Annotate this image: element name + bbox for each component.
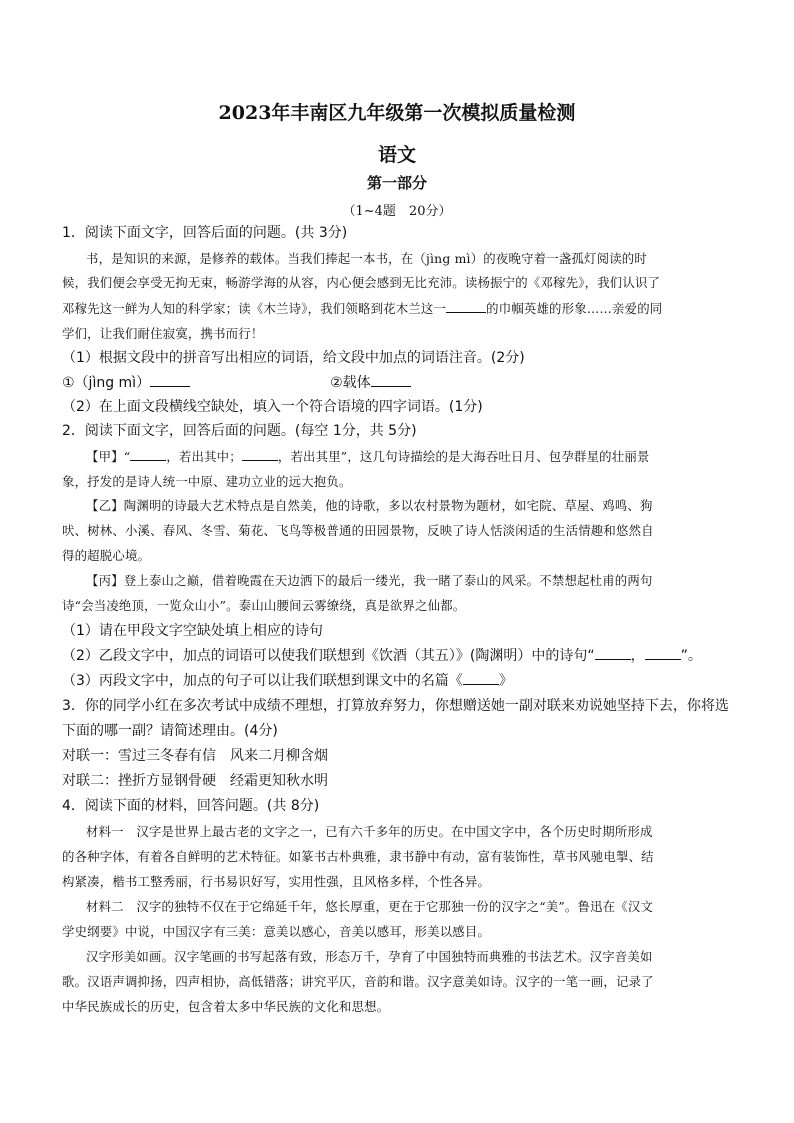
yinjiu-blank-1[interactable] (595, 647, 631, 660)
q2-yi-line: 【乙】陶渊明的诗最大艺术特点是自然美，他的诗歌，多以农村景物为题材，如宅院、草屋、鸡鸣、狗 (86, 498, 653, 513)
q2-jia-line: 象，抒发的是诗人统一中原、建功立业的远大抱负。 (62, 474, 352, 489)
exam-title: 2023年丰南区九年级第一次模拟质量检测 (218, 102, 576, 124)
q3-stem: 3．你的同学小红在多次考试中成绩不理想，打算放弃努力，你想赠送她一副对联来劝说她坚持下去，你将选 (62, 698, 729, 714)
q1-sub1: （1）根据文段中的拼音写出相应的词语，给文段中加点的词语注音。(2分) (62, 350, 525, 366)
couplet-1: 对联一：雪过三冬春有信 风来二月柳含烟 (62, 748, 328, 764)
q2-sub2: （2）乙段文字中，加点的词语可以使我们联想到《饮酒（其五）》(陶渊明）中的诗句“ ， ”。 (62, 648, 702, 664)
material-2-line: 汉字形美如画。汉字笔画的书写起落有致，形态万千，孕育了中国独特而典雅的书法艺术。汉字音美如 (86, 949, 653, 964)
material-1-line: 构紧凑，楷书工整秀丽，行书易识好写，实用性强，且风格多样，个性各异。 (62, 874, 491, 889)
material-1-line: 的各种字体，有着各自鲜明的艺术特征。如篆书古朴典雅，隶书静中有动，富有装饰性，草书风驰电掣、结 (62, 849, 654, 864)
q1-sub2: （2）在上面文段横线空缺处，填入一个符合语境的四字词语。(1分) (62, 399, 483, 415)
q1-passage-line: 邓稼先这一鲜为人知的科学家；读《木兰诗》，我们领略到花木兰这一 的巾帼英雄的形象……亲爱的同 (62, 301, 663, 316)
q1-blank[interactable] (446, 300, 486, 313)
q1-passage-line: 候，我们便会享受无拘无束，畅游学海的从容，内心便会感到无比充沛。读杨振宁的《邓稼先》，我们认识了 (62, 275, 661, 290)
question-range: （1~4题 20分） (342, 204, 452, 219)
jingmi-blank[interactable] (150, 374, 190, 387)
yinjiu-blank-2[interactable] (645, 647, 681, 660)
title-blank[interactable] (463, 672, 499, 685)
q4-stem: 4．阅读下面的材料，回答问题。(共 8分) (62, 798, 320, 814)
q2-stem: 2．阅读下面文字，回答后面的问题。(每空 1分，共 5分) (62, 423, 417, 439)
q2-sub1: （1）请在甲段文字空缺处填上相应的诗句 (62, 623, 323, 639)
material-2-line: 材料二 汉字的独特不仅在于它绵延千年，悠长厚重，更在于它那独一份的汉字之“美”。鲁迅在《汉文 (86, 899, 654, 914)
q2-bing-line: 【丙】登上泰山之巅，借着晚霞在天边洒下的最后一缕光，我一睹了泰山的风采。不禁想起杜甫的两句 (86, 573, 653, 588)
jia-blank-1[interactable] (130, 448, 166, 461)
zaiti-blank[interactable] (371, 374, 411, 387)
material-2-line: 中华民族成长的历史，包含着太多中华民族的文化和思想。 (62, 999, 390, 1014)
part-heading: 第一部分 (366, 174, 427, 192)
q2-yi-line: 吠、树林、小溪、春风、冬雪、菊花、飞鸟等极普通的田园景物，反映了诗人恬淡闲适的生活情趣和悠然自 (62, 523, 654, 538)
jia-blank-2[interactable] (242, 448, 278, 461)
q2-bing-line: 诗“会当凌绝顶，一览众山小”。泰山山腰间云雾缭绕，真是欲界之仙都。 (62, 598, 466, 613)
subject-title: 语文 (377, 144, 416, 166)
q3-stem: 下面的哪一副？请简述理由。(4分) (62, 723, 278, 739)
q1-passage-line: 书，是知识的来源，是修养的载体。当我们捧起一本书，在（jìng mì）的夜晚守着一盏孤灯阅读的时 (86, 251, 647, 266)
q2-yi-line: 得的超脱心境。 (62, 548, 151, 563)
q2-jia-line: 【甲】“ ，若出其中； ，若出其里”，这几句诗描绘的是大海吞吐日月、包孕群星的壮丽景 (86, 449, 650, 464)
q1-passage-line: 学们，让我们耐住寂寞，携书而行！ (62, 326, 264, 341)
couplet-2: 对联二：挫折方显钢骨硬 经霜更知秋水明 (62, 773, 328, 789)
q2-sub3: （3）丙段文字中，加点的句子可以让我们联想到课文中的名篇《 》 (62, 673, 513, 689)
material-1-line: 材料一 汉字是世界上最古老的文字之一，已有六千多年的历史。在中国文字中，各个历史时期所形成 (86, 824, 653, 839)
material-2-line: 歌。汉语声调抑扬，四声相协，高低错落；讲究平仄，音韵和谐。汉字意美如诗。汉字的一笔一画，记录了 (62, 974, 654, 989)
q1-fill-line: ①（jìng mì） ②载体 (62, 374, 734, 392)
material-2-line: 学史纲要》中说，中国汉字有三美：意美以感心，音美以感耳，形美以感目。 (62, 924, 491, 939)
q1-stem: 1．阅读下面文字，回答后面的问题。(共 3分) (62, 225, 348, 241)
